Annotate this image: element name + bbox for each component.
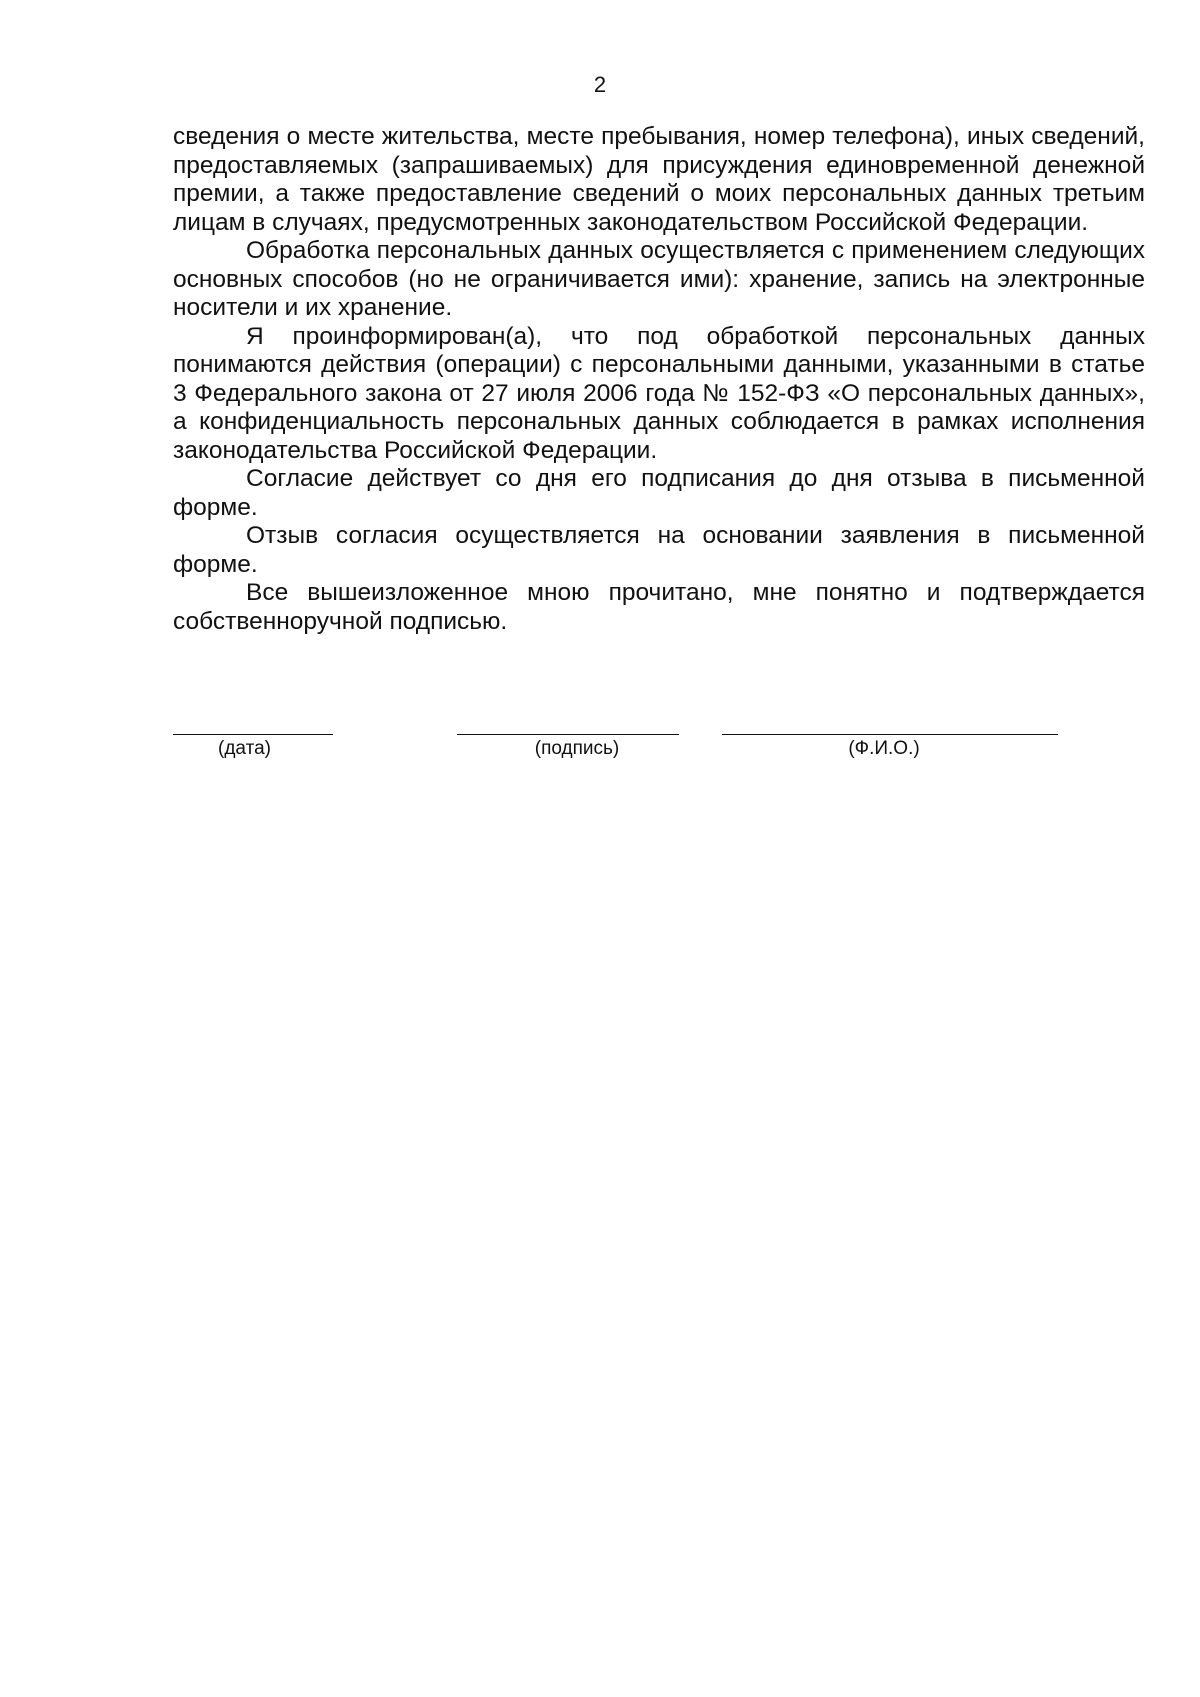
paragraph-informed: Я проинформирован(а), что под обработкой персональных данных понимаются действия (операции) с персональными данными, указанными в статье 3 Федерального закона от 27 июля 2006 года № 152-ФЗ «О персональных данных», а конфиденциальность персональных данных соблюдается в рамках исполнения законодательства Российской Федерации. xyxy=(173,322,1145,464)
page-number: 2 xyxy=(593,72,607,97)
paragraph-validity: Согласие действует со дня его подписания до дня отзыва в письменной форме. xyxy=(173,465,1145,521)
signature-block xyxy=(0,720,1200,760)
full-name-label: (Ф.И.О.) xyxy=(848,738,920,759)
date-line xyxy=(173,734,333,735)
signature-line xyxy=(457,734,679,735)
paragraph-withdrawal: Отзыв согласия осуществляется на основании заявления в письменной форме. xyxy=(173,522,1145,578)
date-label: (дата) xyxy=(218,738,271,759)
paragraph-processing-methods: Обработка персональных данных осуществляется с применением следующих основных способов (но не ограничивается ими): хранение, запись на электронные носители и их хранение. xyxy=(173,237,1145,321)
consent-text-body xyxy=(173,123,1145,636)
paragraph-continuation: сведения о месте жительства, месте пребывания, номер телефона), иных сведений, предоставляемых (запрашиваемых) для присуждения единовременной денежной премии, а также предоставление сведений о моих персональных данных третьим лицам в случаях, предусмотренных законодательством Российской Федерации. xyxy=(173,123,1145,236)
signature-label: (подпись) xyxy=(534,738,620,759)
full-name-line xyxy=(722,734,1058,735)
paragraph-confirmation: Все вышеизложенное мною прочитано, мне понятно и подтверждается собственноручной подписью. xyxy=(173,579,1145,635)
